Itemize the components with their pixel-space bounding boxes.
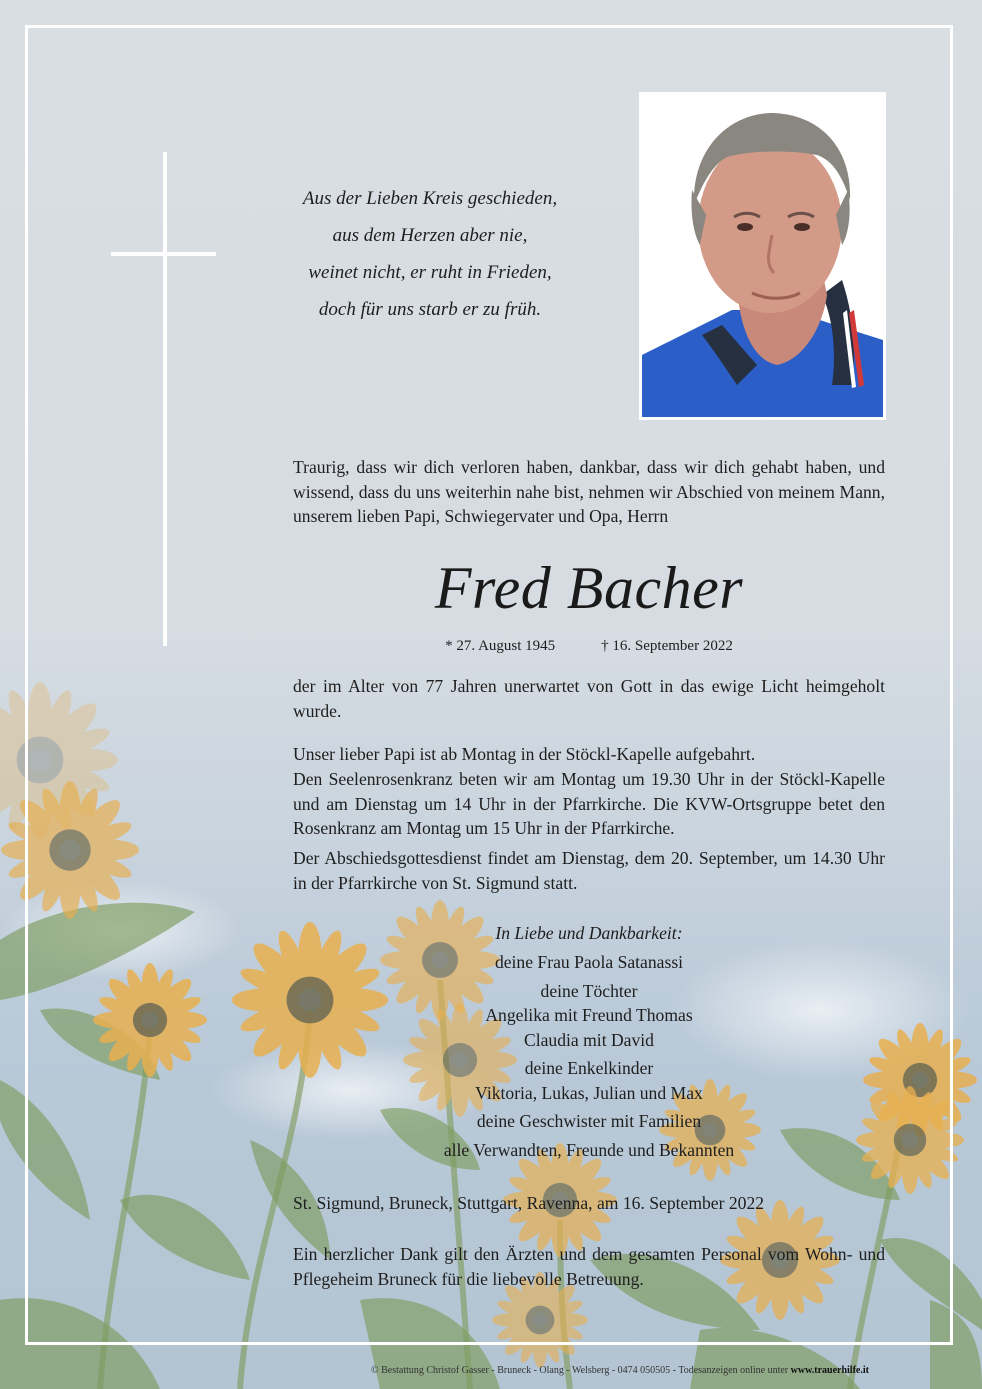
mourner-line: Claudia mit David	[524, 1029, 654, 1050]
portrait-image	[642, 95, 883, 417]
portrait-photo	[639, 92, 886, 420]
mourners-list	[293, 920, 885, 1162]
place-and-date: St. Sigmund, Bruneck, Stuttgart, Ravenna, am 16. September 2022	[293, 1193, 765, 1213]
mourner-line: Viktoria, Lukas, Julian und Max	[475, 1082, 703, 1103]
mourner-line: deine Töchter	[540, 980, 638, 1001]
poem-line: aus dem Herzen aber nie,	[332, 225, 528, 246]
footer-text: © Bestattung Christof Gasser - Bruneck - Olang - Welsberg - 0474 050505 - Todesanzeigen online unter	[371, 1365, 789, 1376]
viewing-paragraph: Unser lieber Papi ist ab Montag in der Stöckl-Kapelle aufgebahrt.	[293, 744, 756, 764]
cross-icon	[163, 152, 167, 646]
mourner-line: alle Verwandten, Freunde und Bekannten	[443, 1139, 735, 1160]
footer-link[interactable]: www.trauerhilfe.it	[790, 1365, 869, 1376]
cross-icon-bar	[111, 252, 216, 256]
life-dates	[293, 636, 885, 656]
intro-text: Traurig, dass wir dich verloren haben, dankbar, dass wir dich gehabt haben, und wissend, dass du uns weiterhin nahe bist, nehmen wir Abschied von meinem Mann, unserem lieben Papi, Schwiegervater und Opa, Herrn	[293, 457, 885, 526]
closing-thanks: Ein herzlicher Dank gilt den Ärzten und dem gesamten Personal vom Wohn- und Pflegeheim Bruneck für die liebevolle Betreuung.	[293, 1244, 885, 1289]
poem-line: weinet nicht, er ruht in Frieden,	[308, 262, 552, 283]
death-date: † 16. September 2022	[601, 638, 733, 654]
rosary-paragraph: Den Seelenrosenkranz beten wir am Montag um 19.30 Uhr in der Stöckl-Kapelle und am Dienstag um 14 Uhr in der Pfarrkirche. Die KVW-Ortsgruppe betet den Rosenkranz am Montag um 15 Uhr in der Pfarrkirche.	[293, 769, 885, 838]
deceased-name: Fred Bacher	[434, 555, 744, 621]
mourner-line: Angelika mit Freund Thomas	[485, 1005, 693, 1025]
mourner-line: deine Geschwister mit Familien	[476, 1111, 702, 1131]
footer	[290, 1365, 950, 1376]
funeral-paragraph: Der Abschiedsgottesdienst findet am Dienstag, dem 20. September, um 14.30 Uhr in der Pfarrkirche von St. Sigmund statt.	[293, 848, 885, 893]
mourners-heading: In Liebe und Dankbarkeit:	[495, 923, 683, 943]
portrait-icon	[642, 95, 883, 417]
mourner-line: deine Frau Paola Satanassi	[494, 952, 684, 972]
birth-date: * 27. August 1945	[445, 638, 556, 654]
age-paragraph: der im Alter von 77 Jahren unerwartet von Gott in das ewige Licht heimgeholt wurde.	[293, 676, 885, 721]
mourner-line: deine Enkelkinder	[524, 1058, 654, 1078]
poem-line: doch für uns starb er zu früh.	[318, 299, 542, 320]
poem-line: Aus der Lieben Kreis geschieden,	[302, 188, 558, 209]
memorial-poem	[280, 180, 580, 328]
